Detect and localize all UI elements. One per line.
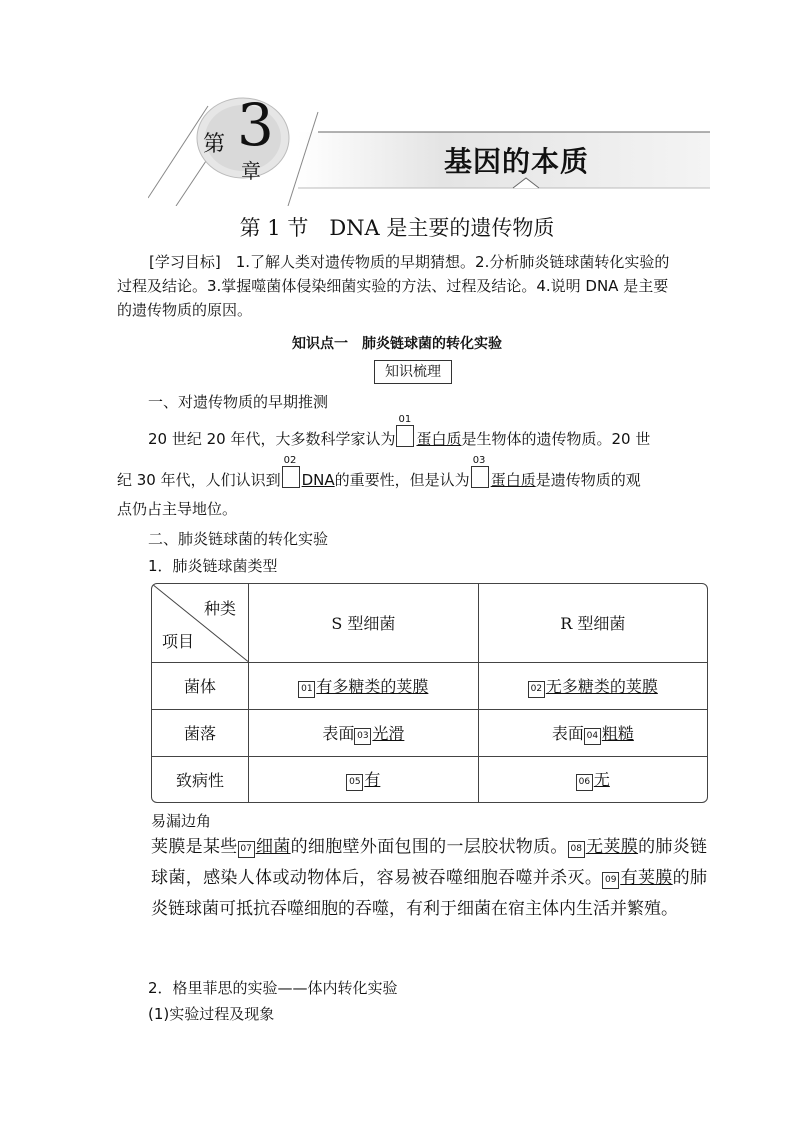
- learning-goals: [117, 250, 677, 322]
- blank-number: 02: [283, 455, 297, 466]
- answer-number-box: 03: [354, 728, 371, 745]
- note-text: 荚膜是某些: [151, 837, 238, 857]
- section-title: 第 1 节 DNA 是主要的遗传物质: [239, 216, 555, 240]
- cell-s: [249, 709, 479, 756]
- answer-number-box: 01: [298, 681, 315, 698]
- para1-line2: [117, 455, 641, 490]
- answer-dna: DNA: [301, 471, 335, 489]
- row-label: 菌体: [152, 662, 249, 709]
- blank-box-02: [282, 455, 300, 488]
- heading-griffith: 2．格里菲思的实验——体内转化实验: [148, 979, 398, 997]
- answer-protein-2: 蛋白质: [490, 471, 536, 489]
- note-paragraph: [151, 832, 707, 925]
- cell-prefix: 表面: [551, 723, 584, 743]
- para1-text-a: 20 世纪 20 年代，大多数科学家认为: [148, 430, 396, 448]
- chapter-zhang: 章: [241, 159, 261, 183]
- bacteria-type-table: [151, 583, 708, 803]
- cell-value: 光滑: [372, 723, 405, 743]
- cell-value: 无多糖类的荚膜: [545, 676, 658, 696]
- answer-number-box: 07: [238, 841, 255, 858]
- col-header-s: S 型细菌: [249, 584, 479, 662]
- para1-line3: 点仍占主导地位。: [117, 500, 238, 518]
- chapter-number: 3: [237, 91, 274, 159]
- answer-protein: 蛋白质: [416, 430, 462, 448]
- col-header-r: R 型细菌: [478, 584, 707, 662]
- note-answer: 有荚膜: [620, 868, 673, 888]
- note-text: 的细胞壁外面包围的一层胶状物质。: [290, 837, 568, 857]
- note-answer: 细菌: [255, 837, 291, 857]
- heading-early-speculation: 一、对遗传物质的早期推测: [148, 393, 329, 411]
- blank-box-01: [396, 414, 414, 447]
- answer-number-box: 04: [584, 728, 601, 745]
- knowledge-box: 知识梳理: [374, 360, 452, 384]
- heading-transformation: 二、肺炎链球菌的转化实验: [148, 530, 329, 548]
- note-text: 的肺炎链球菌，感染人体或动物体后，容易被吞噬细胞吞噬并杀灭。: [151, 837, 708, 888]
- table-row: [152, 709, 707, 756]
- para1-line1: [148, 414, 651, 449]
- learning-goals-tag: [学习目标]: [149, 253, 221, 271]
- learning-goals-text: 1.了解人类对遗传物质的早期猜想。2.分析肺炎链球菌转化实验的过程及结论。3.掌握噬菌体侵染细菌实验的方法、过程及结论。4.说明 DNA 是主要的遗传物质的原因。: [117, 253, 670, 319]
- corner-item: 项目: [162, 631, 195, 651]
- para1-text-e: 的重要性，但是认为: [334, 471, 470, 489]
- note-answer: 无荚膜: [585, 837, 639, 857]
- corner-kind: 种类: [203, 599, 236, 618]
- cell-s: [249, 756, 479, 802]
- cell-value: 粗糙: [601, 723, 634, 743]
- cell-value: 有: [364, 770, 381, 790]
- chapter-di: 第: [203, 132, 226, 157]
- para1-text-c: 是生物体的遗传物质。20 世: [461, 430, 651, 448]
- para1-text-d: 纪 30 年代，人们认识到: [117, 471, 281, 489]
- row-label: 致病性: [152, 756, 249, 802]
- blank-number: 03: [472, 455, 486, 466]
- cell-r: [478, 662, 707, 709]
- note-heading: 易漏边角: [151, 812, 212, 830]
- para1-text-f: 是遗传物质的观: [535, 471, 641, 489]
- heading-bacteria-types: 1．肺炎链球菌类型: [148, 557, 278, 575]
- answer-number-box: 06: [576, 774, 593, 791]
- table-corner-cell: [152, 584, 249, 662]
- answer-number-box: 08: [568, 841, 585, 858]
- cell-value: 无: [593, 770, 610, 790]
- row-label: 菌落: [152, 709, 249, 756]
- heading-process: (1)实验过程及现象: [148, 1005, 275, 1023]
- table-row: [152, 662, 707, 709]
- cell-r: [478, 756, 707, 802]
- blank-box-03: [471, 455, 489, 488]
- blank-number: 01: [398, 414, 412, 425]
- note-text: 的肺炎链球菌可抵抗吞噬细胞的吞噬，有利于细菌在宿主体内生活并繁殖。: [151, 868, 708, 919]
- answer-number-box: 02: [528, 681, 545, 698]
- table-row: [152, 756, 707, 802]
- cell-prefix: 表面: [322, 723, 355, 743]
- answer-number-box: 09: [602, 872, 619, 889]
- cell-r: [478, 709, 707, 756]
- cell-s: [249, 662, 479, 709]
- cell-value: 有多糖类的荚膜: [316, 676, 429, 696]
- answer-number-box: 05: [346, 774, 363, 791]
- knowledge-point-title: 知识点一 肺炎链球菌的转化实验: [292, 336, 502, 352]
- chapter-title: 基因的本质: [444, 145, 590, 178]
